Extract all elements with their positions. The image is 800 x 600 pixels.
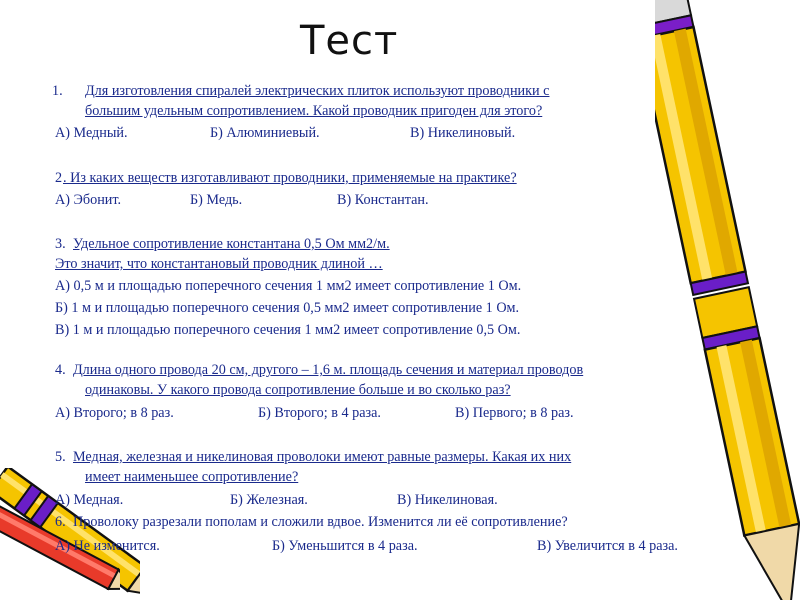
- question-6-number: 6.: [55, 514, 66, 530]
- question-5-option-a: А) Медная.: [55, 492, 124, 508]
- question-3-text-line-2: Это значит, что константановый проводник длиной …: [55, 256, 383, 272]
- question-4-text-line-1: Длина одного провода 20 см, другого – 1,6 м. площадь сечения и материал проводов: [73, 362, 584, 378]
- question-2-number: 2: [55, 170, 63, 186]
- question-5-text-line-1: Медная, железная и никелиновая проволоки имеют равные размеры. Какая их них: [73, 449, 572, 465]
- question-4-number: 4.: [55, 362, 66, 378]
- question-6-option-a: А) Не изменится.: [55, 538, 160, 554]
- question-2-option-a: А) Эбонит.: [55, 192, 122, 208]
- question-1-text-line-2: большим удельным сопротивлением. Какой проводник пригоден для этого?: [85, 103, 543, 119]
- question-3-option-c: В) 1 м и площадью поперечного сечения 1 мм2 имеет сопротивление 0,5 Ом.: [55, 322, 521, 338]
- page-title: Тест: [300, 18, 399, 64]
- question-1-option-a: А) Медный.: [55, 125, 128, 141]
- question-5-text-line-2: имеет наименьшее сопротивление?: [85, 469, 299, 485]
- question-3-text-line-1: Удельное сопротивление константана 0,5 Ом мм2/м.: [73, 236, 390, 252]
- question-6-option-c: В) Увеличится в 4 раза.: [537, 538, 678, 554]
- question-3-option-b: Б) 1 м и площадью поперечного сечения 0,5 мм2 имеет сопротивление 1 Ом.: [55, 300, 520, 316]
- question-1-option-c: В) Никелиновый.: [410, 125, 516, 141]
- question-1-number: 1.: [52, 83, 63, 99]
- question-6-option-b: Б) Уменьшится в 4 раза.: [272, 538, 418, 554]
- question-1-option-b: Б) Алюминиевый.: [210, 125, 320, 141]
- question-4-option-c: В) Первого; в 8 раз.: [455, 405, 574, 421]
- question-5-option-b: Б) Железная.: [230, 492, 308, 508]
- question-4-text-line-2: одинаковы. У какого провода сопротивление больше и во сколько раз?: [85, 382, 511, 398]
- question-3-option-a: А) 0,5 м и площадью поперечного сечения 1 мм2 имеет сопротивление 1 Ом.: [55, 278, 522, 294]
- question-2-option-b: Б) Медь.: [190, 192, 243, 208]
- question-3-number: 3.: [55, 236, 66, 252]
- question-2-option-c: В) Константан.: [337, 192, 429, 208]
- question-4-option-a: А) Второго; в 8 раз.: [55, 405, 174, 421]
- question-1-text-line-1: Для изготовления спиралей электрических плиток используют проводники с: [85, 83, 550, 99]
- question-2-text: . Из каких веществ изготавливают проводники, применяемые на практике?: [63, 170, 517, 186]
- question-5-number: 5.: [55, 449, 66, 465]
- question-6-text: Проволоку разрезали пополам и сложили вдвое. Изменится ли её сопротивление?: [73, 514, 568, 530]
- question-5-option-c: В) Никелиновая.: [397, 492, 498, 508]
- pencil-icon: [655, 0, 800, 600]
- question-4-option-b: Б) Второго; в 4 раза.: [258, 405, 381, 421]
